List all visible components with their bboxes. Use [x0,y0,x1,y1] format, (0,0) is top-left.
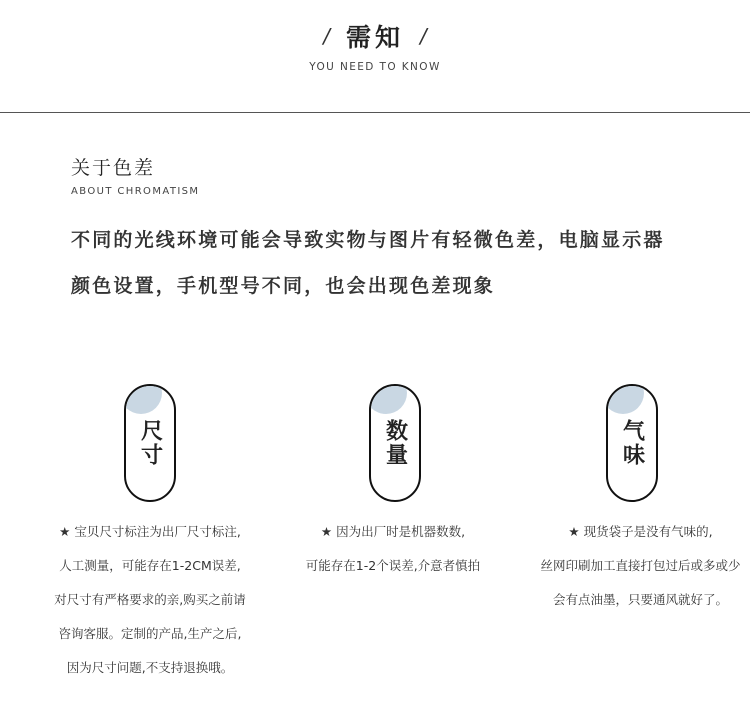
section-title: 关于色差 [71,157,156,179]
quantity-pill-badge [369,384,421,502]
section-paragraph-line-2: 颜色设置，手机型号不同，也会出现色差现象 [71,275,496,297]
header-divider [0,112,750,113]
quantity-description [278,521,508,589]
description-line: 丝网印刷加工直接打包过后或多或少 [540,558,741,573]
page-title: 需知 [345,23,404,52]
description-line: 对尺寸有严格要求的亲,购买之前请 [54,592,246,607]
description-line: ★ 因为出厂时是机器数数, [320,524,466,539]
section-subtitle: ABOUT CHROMATISM [71,186,200,197]
pill-label: 尺寸 [137,419,163,467]
size-description [35,521,265,691]
header-title-row [0,18,750,54]
description-line: ★ 现货袋子是没有气味的, [568,524,713,539]
description-line: 咨询客服。定制的产品,生产之后, [58,626,242,641]
pill-label: 气味 [619,419,645,467]
description-line: ★ 宝贝尺寸标注为出厂尺寸标注, [59,524,241,539]
description-line: 会有点油墨，只要通风就好了。 [552,592,728,607]
page-header [0,0,750,113]
description-line: 因为尺寸问题,不支持退换哦。 [66,660,234,675]
description-line: 人工测量，可能存在1-2CM误差, [59,558,241,573]
smell-description [528,521,750,623]
page-subtitle: YOU NEED TO KNOW [309,61,441,73]
pill-label: 数量 [382,419,408,467]
header-slash-right: / [420,24,427,48]
section-paragraph-line-1: 不同的光线环境可能会导致实物与图片有轻微色差，电脑显示器 [71,229,665,251]
smell-pill-badge [606,384,658,502]
header-slash-left: / [323,24,330,48]
size-pill-badge [124,384,176,502]
description-line: 可能存在1-2个误差,介意者慎拍 [305,558,481,573]
